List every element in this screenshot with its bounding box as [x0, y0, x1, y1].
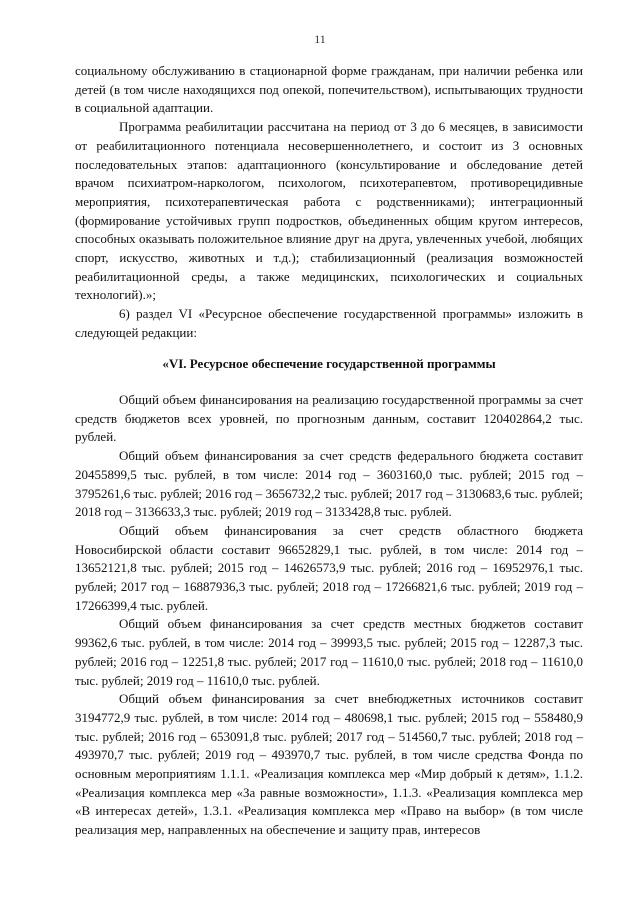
page-number: 11: [314, 32, 326, 46]
funding-text-block: [75, 391, 583, 840]
paragraph-section-vi-amendment: 6) раздел VI «Ресурсное обеспечение государственной программы» изложить в следующей редакции:: [75, 306, 583, 340]
paragraph-federal-funding: Общий объем финансирования за счет средств федерального бюджета составит 20455899,5 тыс. рублей, в том числе: 2014 год – 3603160,0 тыс. рублей; 2015 год – 3795261,6 тыс. рублей; 2016 год – 3656732,2 тыс. рублей; 2017 год – 3130683,6 тыс. рублей; 2018 год – 3136633,3 тыс. рублей; 2019 год – 3133428,8 тыс. рублей.: [75, 448, 583, 520]
paragraph-extrabudgetary-funding: Общий объем финансирования за счет внебюджетных источников составит 3194772,9 тыс. рублей, в том числе: 2014 год – 480698,1 тыс. рублей; 2015 год – 558480,9 тыс. рублей; 2016 год – 653091,8 тыс. рублей; 2017 год – 514560,7 тыс. рублей; 2018 год – 493970,7 тыс. рублей; 2019 год – 493970,7 тыс. рублей, в том числе средства Фонда по основным мероприятиям 1.1.1. «Реализация комплекса мер «Мир добрый к детям», 1.1.2. «Реализация комплекса мер «За равные возможности», 1.1.3. «Реализация комплекса мер «В интересах детей», 1.3.1. «Реализация комплекса мер «Право на выбор» (в том числе реализация мер, направленных на обеспечение и защиту прав, интересов: [75, 691, 583, 838]
paragraph-continuation: социальному обслуживанию в стационарной форме гражданам, при наличии ребенка или детей (в том числе находящихся под опекой, попечительством), испытывающих трудности в социальной адаптации.: [75, 63, 583, 116]
paragraph-total-funding: Общий объем финансирования на реализацию государственной программы за счет средств бюджетов всех уровней, по прогнозным данным, составит 120402864,2 тыс. рублей.: [75, 392, 583, 445]
top-text-block: [75, 62, 583, 343]
paragraph-rehabilitation-program: Программа реабилитации рассчитана на период от 3 до 6 месяцев, в зависимости от реабилитационного потенциала несовершеннолетнего, и состоит из 3 основных последовательных этапов: адаптационного (консультирование и обследование детей врачом психиатром-наркологом, психологом, психотерапевтом, противорецидивные мероприятия, психотерапевтическая работа с родственниками); интеграционный (формирование устойчивых групп подростков, объединенных общим кругом интересов, способных оказывать положительное влияние друг на друга, увлеченных учебой, любящих спорт, искусство, животных и т.д.); стабилизационный (реализация возможностей реабилитационной среды, а также медицинских, психологических и социальных технологий).»;: [75, 119, 583, 303]
paragraph-regional-funding: Общий объем финансирования за счет средств областного бюджета Новосибирской области составит 96652829,1 тыс. рублей, в том числе: 2014 год – 13652121,8 тыс. рублей; 2015 год – 14626573,9 тыс. рублей; 2016 год – 16952976,1 тыс. рублей; 2017 год – 16887936,3 тыс. рублей; 2018 год – 17266821,6 тыс. рублей; 2019 год – 17266399,4 тыс. рублей.: [75, 522, 583, 613]
paragraph-local-funding: Общий объем финансирования за счет средств местных бюджетов составит 99362,6 тыс. рублей, в том числе: 2014 год – 39993,5 тыс. рублей; 2015 год – 12287,3 тыс. рублей; 2016 год – 12251,8 тыс. рублей; 2017 год – 11610,0 тыс. рублей; 2018 год – 11610,0 тыс. рублей; 2019 год – 11610,0 тыс. рублей.: [75, 616, 583, 688]
section-heading: «VI. Ресурсное обеспечение государственной программы: [162, 356, 496, 371]
